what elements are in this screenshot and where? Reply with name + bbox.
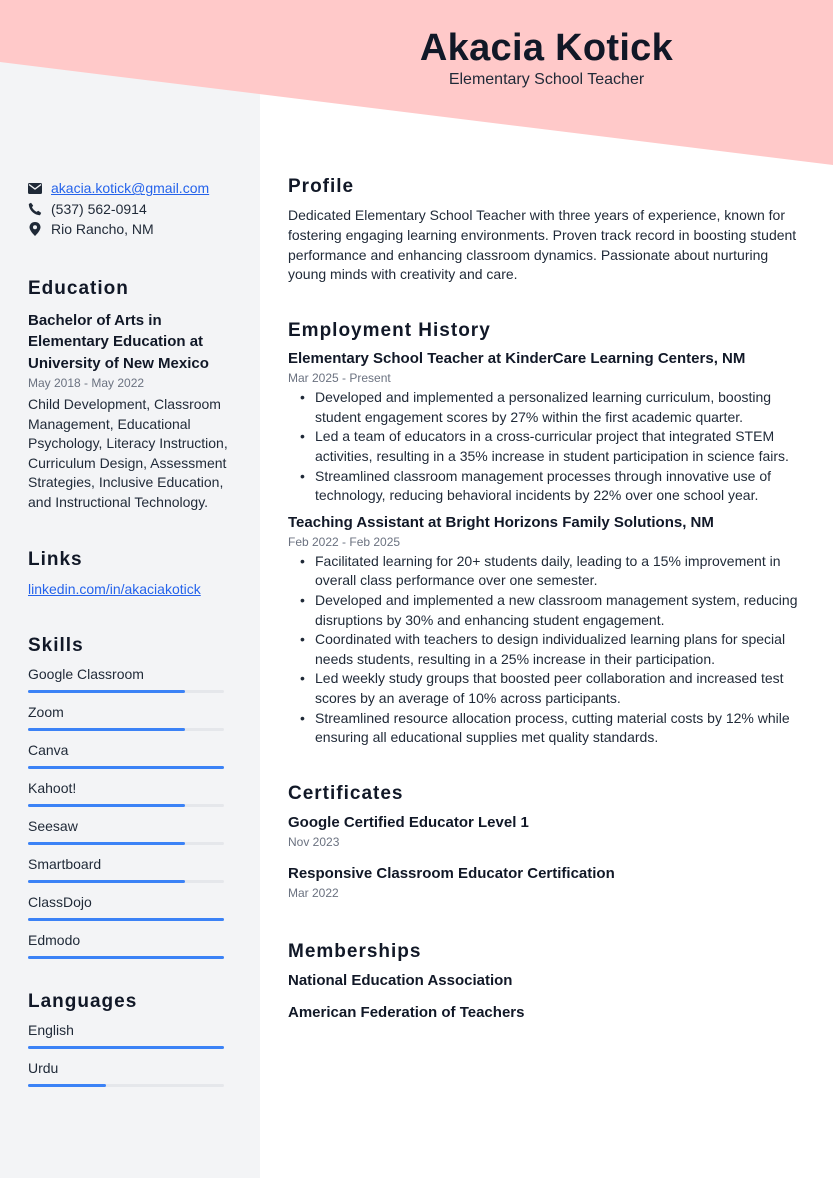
language-item bbox=[28, 1058, 228, 1096]
profile-section bbox=[288, 174, 808, 285]
map-pin-icon bbox=[28, 222, 42, 236]
language-level-fill bbox=[28, 1046, 224, 1049]
job-bullet: • Facilitated learning for 20+ students daily, leading to a 15% improvement in overall class performance over one semester. bbox=[288, 552, 808, 591]
skill-item bbox=[28, 664, 228, 702]
linkedin-link[interactable]: linkedin.com/in/akaciakotick bbox=[28, 580, 201, 597]
job-bullet: • Led weekly study groups that boosted peer collaboration and increased test scores by an average of 10% across participants. bbox=[288, 669, 808, 708]
certificate-entry bbox=[288, 813, 808, 850]
job-bullet: • Developed and implemented a personalized learning curriculum, boosting student engagement scores by 27% within the first academic quarter. bbox=[288, 388, 808, 427]
skill-level-bar bbox=[28, 766, 224, 769]
job-dates: Mar 2025 - Present bbox=[288, 371, 391, 386]
skill-item bbox=[28, 740, 228, 778]
skill-name: Smartboard bbox=[28, 855, 102, 872]
profile-text: Dedicated Elementary School Teacher with three years of experience, known for fostering engaging learning environments. Proven track record in boosting student performance and enhancing classroom dynamics. Passionate about nurturing young minds with creativity and care. bbox=[288, 207, 797, 283]
education-description: Child Development, Classroom Management, Educational Psychology, Literacy Instruction, Curriculum Design, Assessment Strategies, Inclusive Education, and Instructional Technology. bbox=[28, 396, 228, 510]
skill-item bbox=[28, 702, 228, 740]
education-heading: Education bbox=[28, 277, 129, 299]
education-dates: May 2018 - May 2022 bbox=[28, 376, 145, 390]
certificates-section bbox=[288, 781, 808, 901]
language-item bbox=[28, 1020, 228, 1058]
skill-item bbox=[28, 854, 228, 892]
language-name: English bbox=[28, 1021, 74, 1038]
skill-name: ClassDojo bbox=[28, 893, 92, 910]
certificate-title: Google Certified Educator Level 1 bbox=[288, 813, 529, 831]
languages-heading: Languages bbox=[28, 990, 138, 1012]
links-heading: Links bbox=[28, 548, 83, 570]
memberships-heading: Memberships bbox=[288, 940, 422, 962]
skill-level-bar bbox=[28, 918, 224, 921]
job-bullet: • Streamlined classroom management processes through innovative use of technology, reducing behavioral incidents by 22% over one school year. bbox=[288, 467, 808, 506]
memberships-section bbox=[288, 939, 808, 1023]
skill-level-fill bbox=[28, 956, 224, 959]
skill-level-fill bbox=[28, 880, 185, 883]
membership-item: National Education Association bbox=[288, 971, 513, 989]
job-bullets bbox=[288, 388, 808, 506]
skill-level-fill bbox=[28, 728, 185, 731]
job-bullet: • Coordinated with teachers to design individualized learning plans for special needs students, resulting in a 25% increase in their participation. bbox=[288, 630, 808, 669]
job-entry bbox=[288, 513, 808, 748]
skill-level-bar bbox=[28, 956, 224, 959]
membership-item: American Federation of Teachers bbox=[288, 1003, 525, 1021]
skill-level-bar bbox=[28, 842, 224, 845]
skill-level-fill bbox=[28, 804, 185, 807]
skill-level-fill bbox=[28, 690, 185, 693]
certificate-title: Responsive Classroom Educator Certification bbox=[288, 864, 615, 882]
skill-name: Seesaw bbox=[28, 817, 78, 834]
job-entry bbox=[288, 349, 808, 506]
language-name: Urdu bbox=[28, 1059, 59, 1076]
skill-item bbox=[28, 816, 228, 854]
skill-name: Google Classroom bbox=[28, 665, 144, 682]
job-title: Elementary School Teacher at KinderCare Learning Centers, NM bbox=[288, 350, 746, 368]
skill-level-bar bbox=[28, 804, 224, 807]
skill-level-fill bbox=[28, 766, 224, 769]
contact-section bbox=[28, 178, 228, 240]
skill-level-bar bbox=[28, 880, 224, 883]
skill-item bbox=[28, 892, 228, 930]
language-level-bar bbox=[28, 1046, 224, 1049]
email-link[interactable]: akacia.kotick@gmail.com bbox=[51, 180, 210, 197]
job-bullet: • Streamlined resource allocation process, cutting material costs by 12% while ensuring all educational supplies met quality standards. bbox=[288, 709, 808, 748]
education-section bbox=[28, 276, 228, 513]
skill-name: Zoom bbox=[28, 703, 64, 720]
skill-item bbox=[28, 778, 228, 816]
skill-level-fill bbox=[28, 842, 185, 845]
language-level-fill bbox=[28, 1084, 106, 1087]
contact-phone bbox=[28, 199, 228, 220]
skill-name: Edmodo bbox=[28, 931, 81, 948]
links-section bbox=[28, 547, 228, 599]
candidate-name: Akacia Kotick bbox=[419, 27, 674, 69]
job-bullet: • Led a team of educators in a cross-curricular project that integrated STEM activities, resulting in a 35% increase in student participation in science fairs. bbox=[288, 427, 808, 466]
skill-item bbox=[28, 930, 228, 968]
language-level-bar bbox=[28, 1084, 224, 1087]
employment-section bbox=[288, 318, 808, 748]
certificate-date: Mar 2022 bbox=[288, 885, 339, 900]
certificate-date: Nov 2023 bbox=[288, 834, 340, 849]
job-title: Teaching Assistant at Bright Horizons Family Solutions, NM bbox=[288, 513, 714, 531]
main-content bbox=[288, 174, 808, 1023]
location-text: Rio Rancho, NM bbox=[51, 221, 154, 238]
skills-section bbox=[28, 633, 228, 968]
certificate-entry bbox=[288, 864, 808, 901]
skill-level-bar bbox=[28, 728, 224, 731]
education-degree: Bachelor of Arts in Elementary Education at University of New Mexico bbox=[28, 311, 209, 372]
candidate-title: Elementary School Teacher bbox=[448, 71, 645, 88]
contact-location bbox=[28, 219, 228, 240]
job-bullet: • Developed and implemented a new classroom management system, reducing disruptions by 30% and enhancing student engagement. bbox=[288, 591, 808, 630]
profile-heading: Profile bbox=[288, 176, 355, 197]
envelope-icon bbox=[28, 181, 42, 195]
skill-level-fill bbox=[28, 918, 224, 921]
skills-heading: Skills bbox=[28, 634, 84, 656]
certificates-heading: Certificates bbox=[288, 782, 404, 804]
resume-header bbox=[260, 26, 833, 90]
languages-section bbox=[28, 989, 228, 1096]
job-bullets bbox=[288, 552, 808, 748]
contact-email bbox=[28, 178, 228, 199]
phone-icon bbox=[28, 202, 42, 216]
skill-name: Kahoot! bbox=[28, 779, 77, 796]
sidebar bbox=[28, 178, 228, 1096]
skill-level-bar bbox=[28, 690, 224, 693]
skill-name: Canva bbox=[28, 741, 69, 758]
employment-heading: Employment History bbox=[288, 320, 491, 342]
phone-number: (537) 562-0914 bbox=[51, 200, 147, 217]
job-dates: Feb 2022 - Feb 2025 bbox=[288, 534, 401, 549]
